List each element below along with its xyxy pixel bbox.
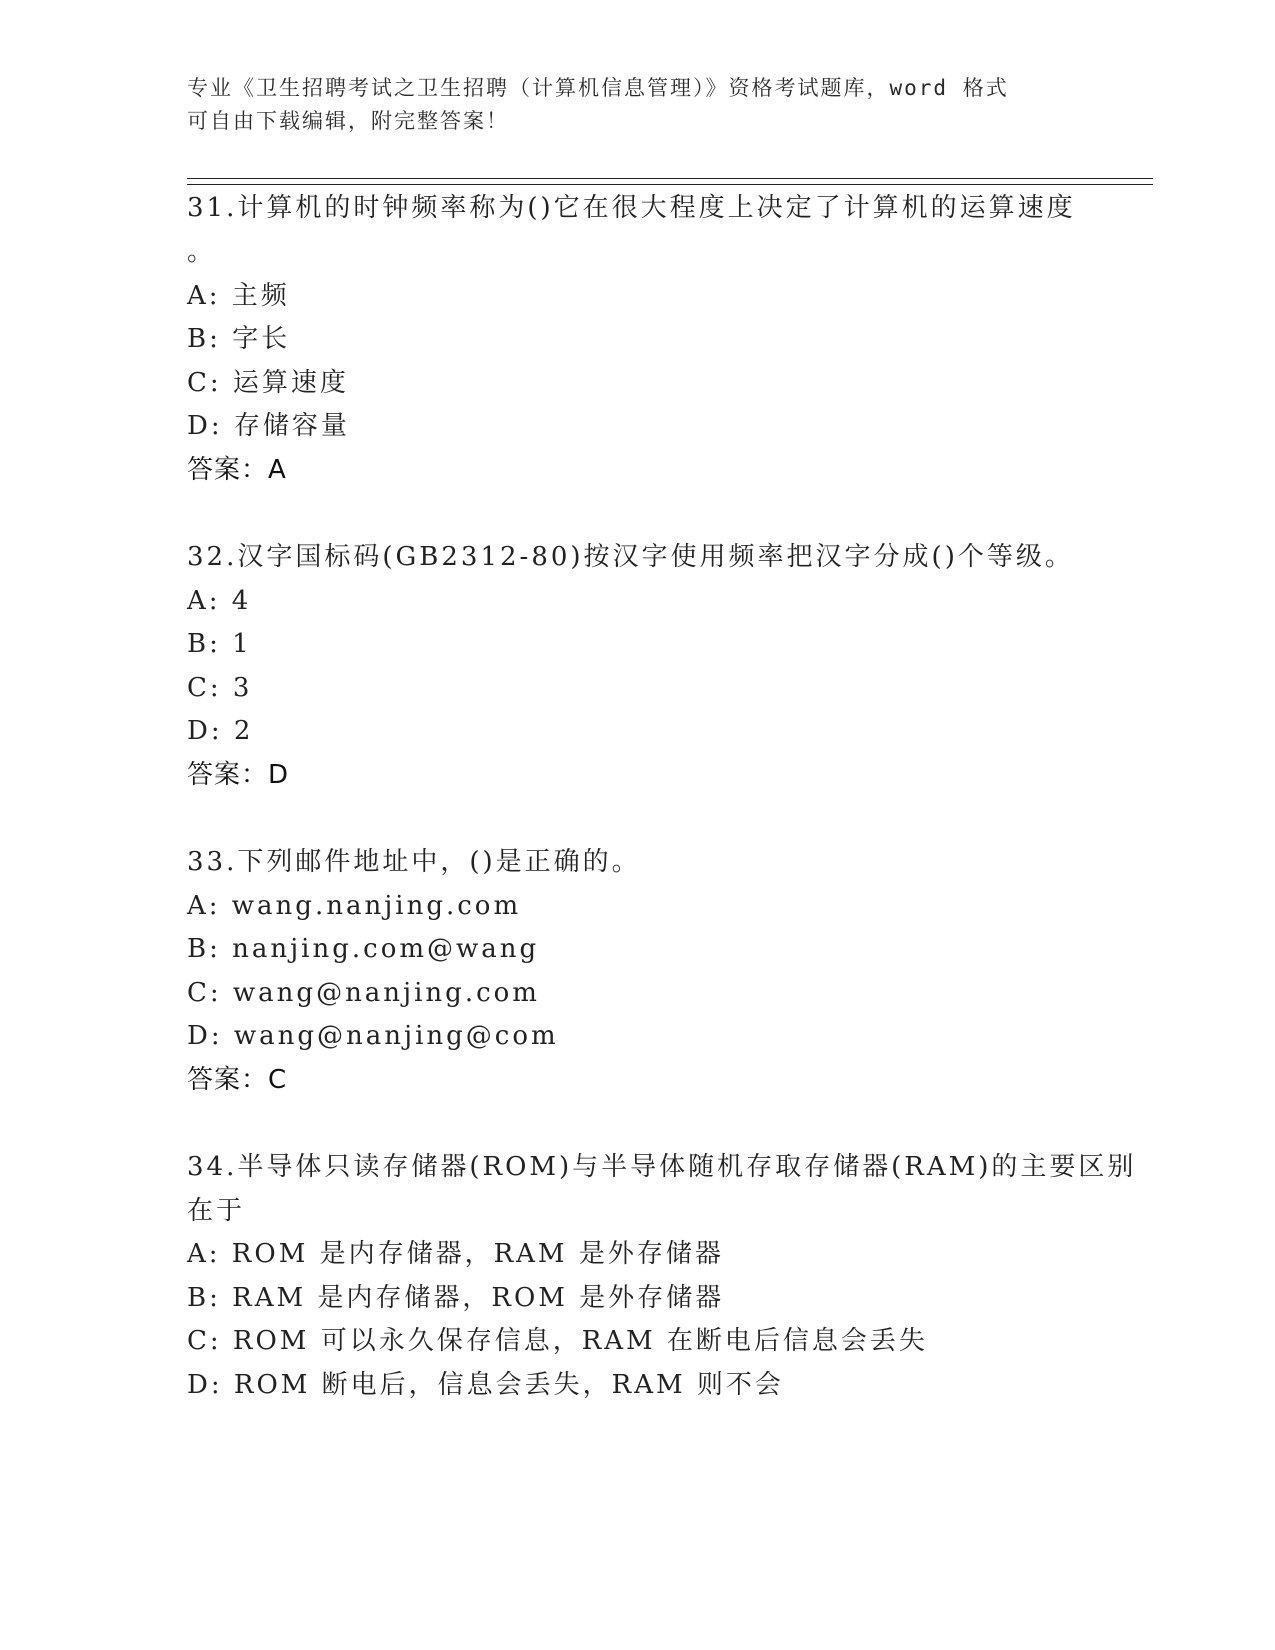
question-31-option-c: C: 运算速度 — [187, 368, 349, 398]
question-34-option-b: B: RAM 是内存储器，ROM 是外存储器 — [187, 1283, 725, 1313]
question-32-option-b: B: 1 — [187, 629, 252, 659]
question-31-option-a: A: 主频 — [187, 281, 290, 311]
answer-value: C — [268, 1065, 287, 1095]
question-33-option-b: B: nanjing.com@wang — [187, 934, 540, 964]
question-31-answer — [187, 453, 286, 487]
answer-value: A — [268, 455, 286, 485]
header-divider-bottom — [187, 184, 1153, 185]
question-31-option-d: D: 存储容量 — [187, 411, 350, 441]
question-32-option-c: C: 3 — [187, 673, 253, 703]
question-34-stem: 34.半导体只读存储器(ROM)与半导体随机存取存储器(RAM)的主要区别 — [187, 1152, 1137, 1182]
question-33-answer — [187, 1063, 286, 1097]
question-33-option-a: A: wang.nanjing.com — [187, 891, 522, 921]
question-32-answer — [187, 758, 288, 792]
question-31-option-b: B: 字长 — [187, 324, 291, 354]
question-32-option-d: D: 2 — [187, 716, 254, 746]
question-34-stem-cont: 在于 — [187, 1196, 246, 1226]
question-34-option-a: A: ROM 是内存储器，RAM 是外存储器 — [187, 1239, 724, 1269]
question-33-option-c: C: wang@nanjing.com — [187, 978, 540, 1008]
question-34-option-c: C: ROM 可以永久保存信息，RAM 在断电后信息会丢失 — [187, 1326, 928, 1356]
answer-label: 答案： — [187, 1065, 269, 1095]
header-line-1: 专业《卫生招聘考试之卫生招聘（计算机信息管理）》资格考试题库，word 格式 — [187, 76, 1009, 100]
header-line-2: 可自由下载编辑，附完整答案！ — [187, 109, 509, 133]
question-33-stem: 33.下列邮件地址中，()是正确的。 — [187, 847, 641, 877]
answer-label: 答案： — [187, 455, 269, 485]
answer-value: D — [268, 760, 289, 790]
header-divider-top — [187, 178, 1153, 179]
answer-label: 答案： — [187, 760, 269, 790]
question-31-stem-cont: 。 — [187, 237, 217, 267]
question-32-option-a: A: 4 — [187, 586, 252, 616]
question-33-option-d: D: wang@nanjing@com — [187, 1021, 559, 1051]
question-32-stem: 32.汉字国标码(GB2312-80)按汉字使用频率把汉字分成()个等级。 — [187, 542, 1074, 572]
question-31-stem: 31.计算机的时钟频率称为()它在很大程度上决定了计算机的运算速度 — [187, 193, 1076, 223]
question-34-option-d: D: ROM 断电后，信息会丢失，RAM 则不会 — [187, 1370, 784, 1400]
document-header — [187, 72, 1087, 138]
